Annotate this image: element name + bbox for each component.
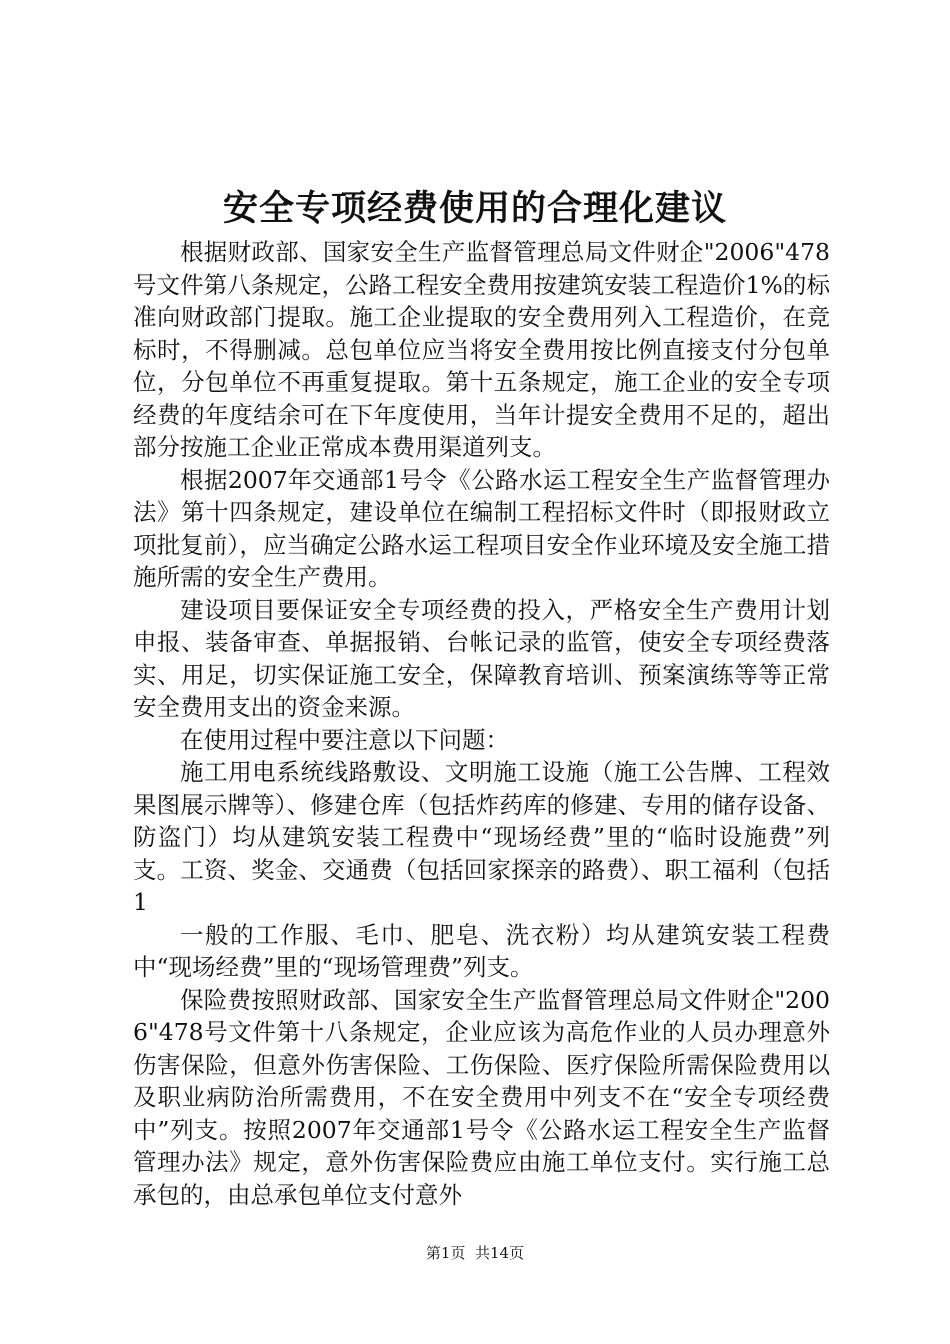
- paragraph-4: 在使用过程中要注意以下问题：: [180, 725, 509, 754]
- page-number: 第1页 共14页: [425, 1244, 525, 1262]
- paragraph-6: 一般的工作服、毛巾、肥皂、洗衣粉）均从建筑安装工程费中“现场经费”里的“现场管理费”列支。: [133, 920, 830, 981]
- paragraph-1: 根据财政部、国家安全生产监督管理总局文件财企"2006"478号文件第八条规定，公路工程安全费用按建筑安装工程造价1%的标准向财政部门提取。施工企业提取的安全费用列入工程造价，在竞标时，不得删减。总包单位应当将安全费用按比例直接支付分包单位，分包单位不再重复提取。第十五条规定，施工企业的安全专项经费的年度结余可在下年度使用，当年计提安全费用不足的，超出部分按施工企业正常成本费用渠道列支。: [133, 238, 830, 461]
- document-title: 安全专项经费使用的合理化建议: [222, 188, 727, 229]
- paragraph-7: 保险费按照财政部、国家安全生产监督管理总局文件财企"2006"478号文件第十八条规定，企业应该为高危作业的人员办理意外伤害保险，但意外伤害保险、工伤保险、医疗保险所需保险费用以及职业病防治所需费用，不在安全费用中列支不在“安全专项经费中”列支。按照2007年交通部1号令《公路水运工程安全生产监督管理办法》规定，意外伤害保险费应由施工单位支付。实行施工总承包的，由总承包单位支付意外: [133, 985, 830, 1209]
- paragraph-2: 根据2007年交通部1号令《公路水运工程安全生产监督管理办法》第十四条规定，建设单位在编制工程招标文件时（即报财政立项批复前），应当确定公路水运工程项目安全作业环境及安全施工措施所需的安全生产费用。: [133, 465, 830, 591]
- document-body: [133, 236, 830, 1211]
- paragraph-3: 建设项目要保证安全专项经费的投入，严格安全生产费用计划申报、装备审查、单据报销、台帐记录的监管，使安全专项经费落实、用足，切实保证施工安全，保障教育培训、预案演练等等正常安全费用支出的资金来源。: [133, 595, 830, 721]
- page-footer: [0, 1241, 950, 1265]
- paragraph-5: 施工用电系统线路敷设、文明施工设施（施工公告牌、工程效果图展示牌等）、修建仓库（包括炸药库的修建、专用的储存设备、防盗门）均从建筑安装工程费中“现场经费”里的“临时设施费”列支。工资、奖金、交通费（包括回家探亲的路费）、职工福利（包括1: [133, 758, 830, 916]
